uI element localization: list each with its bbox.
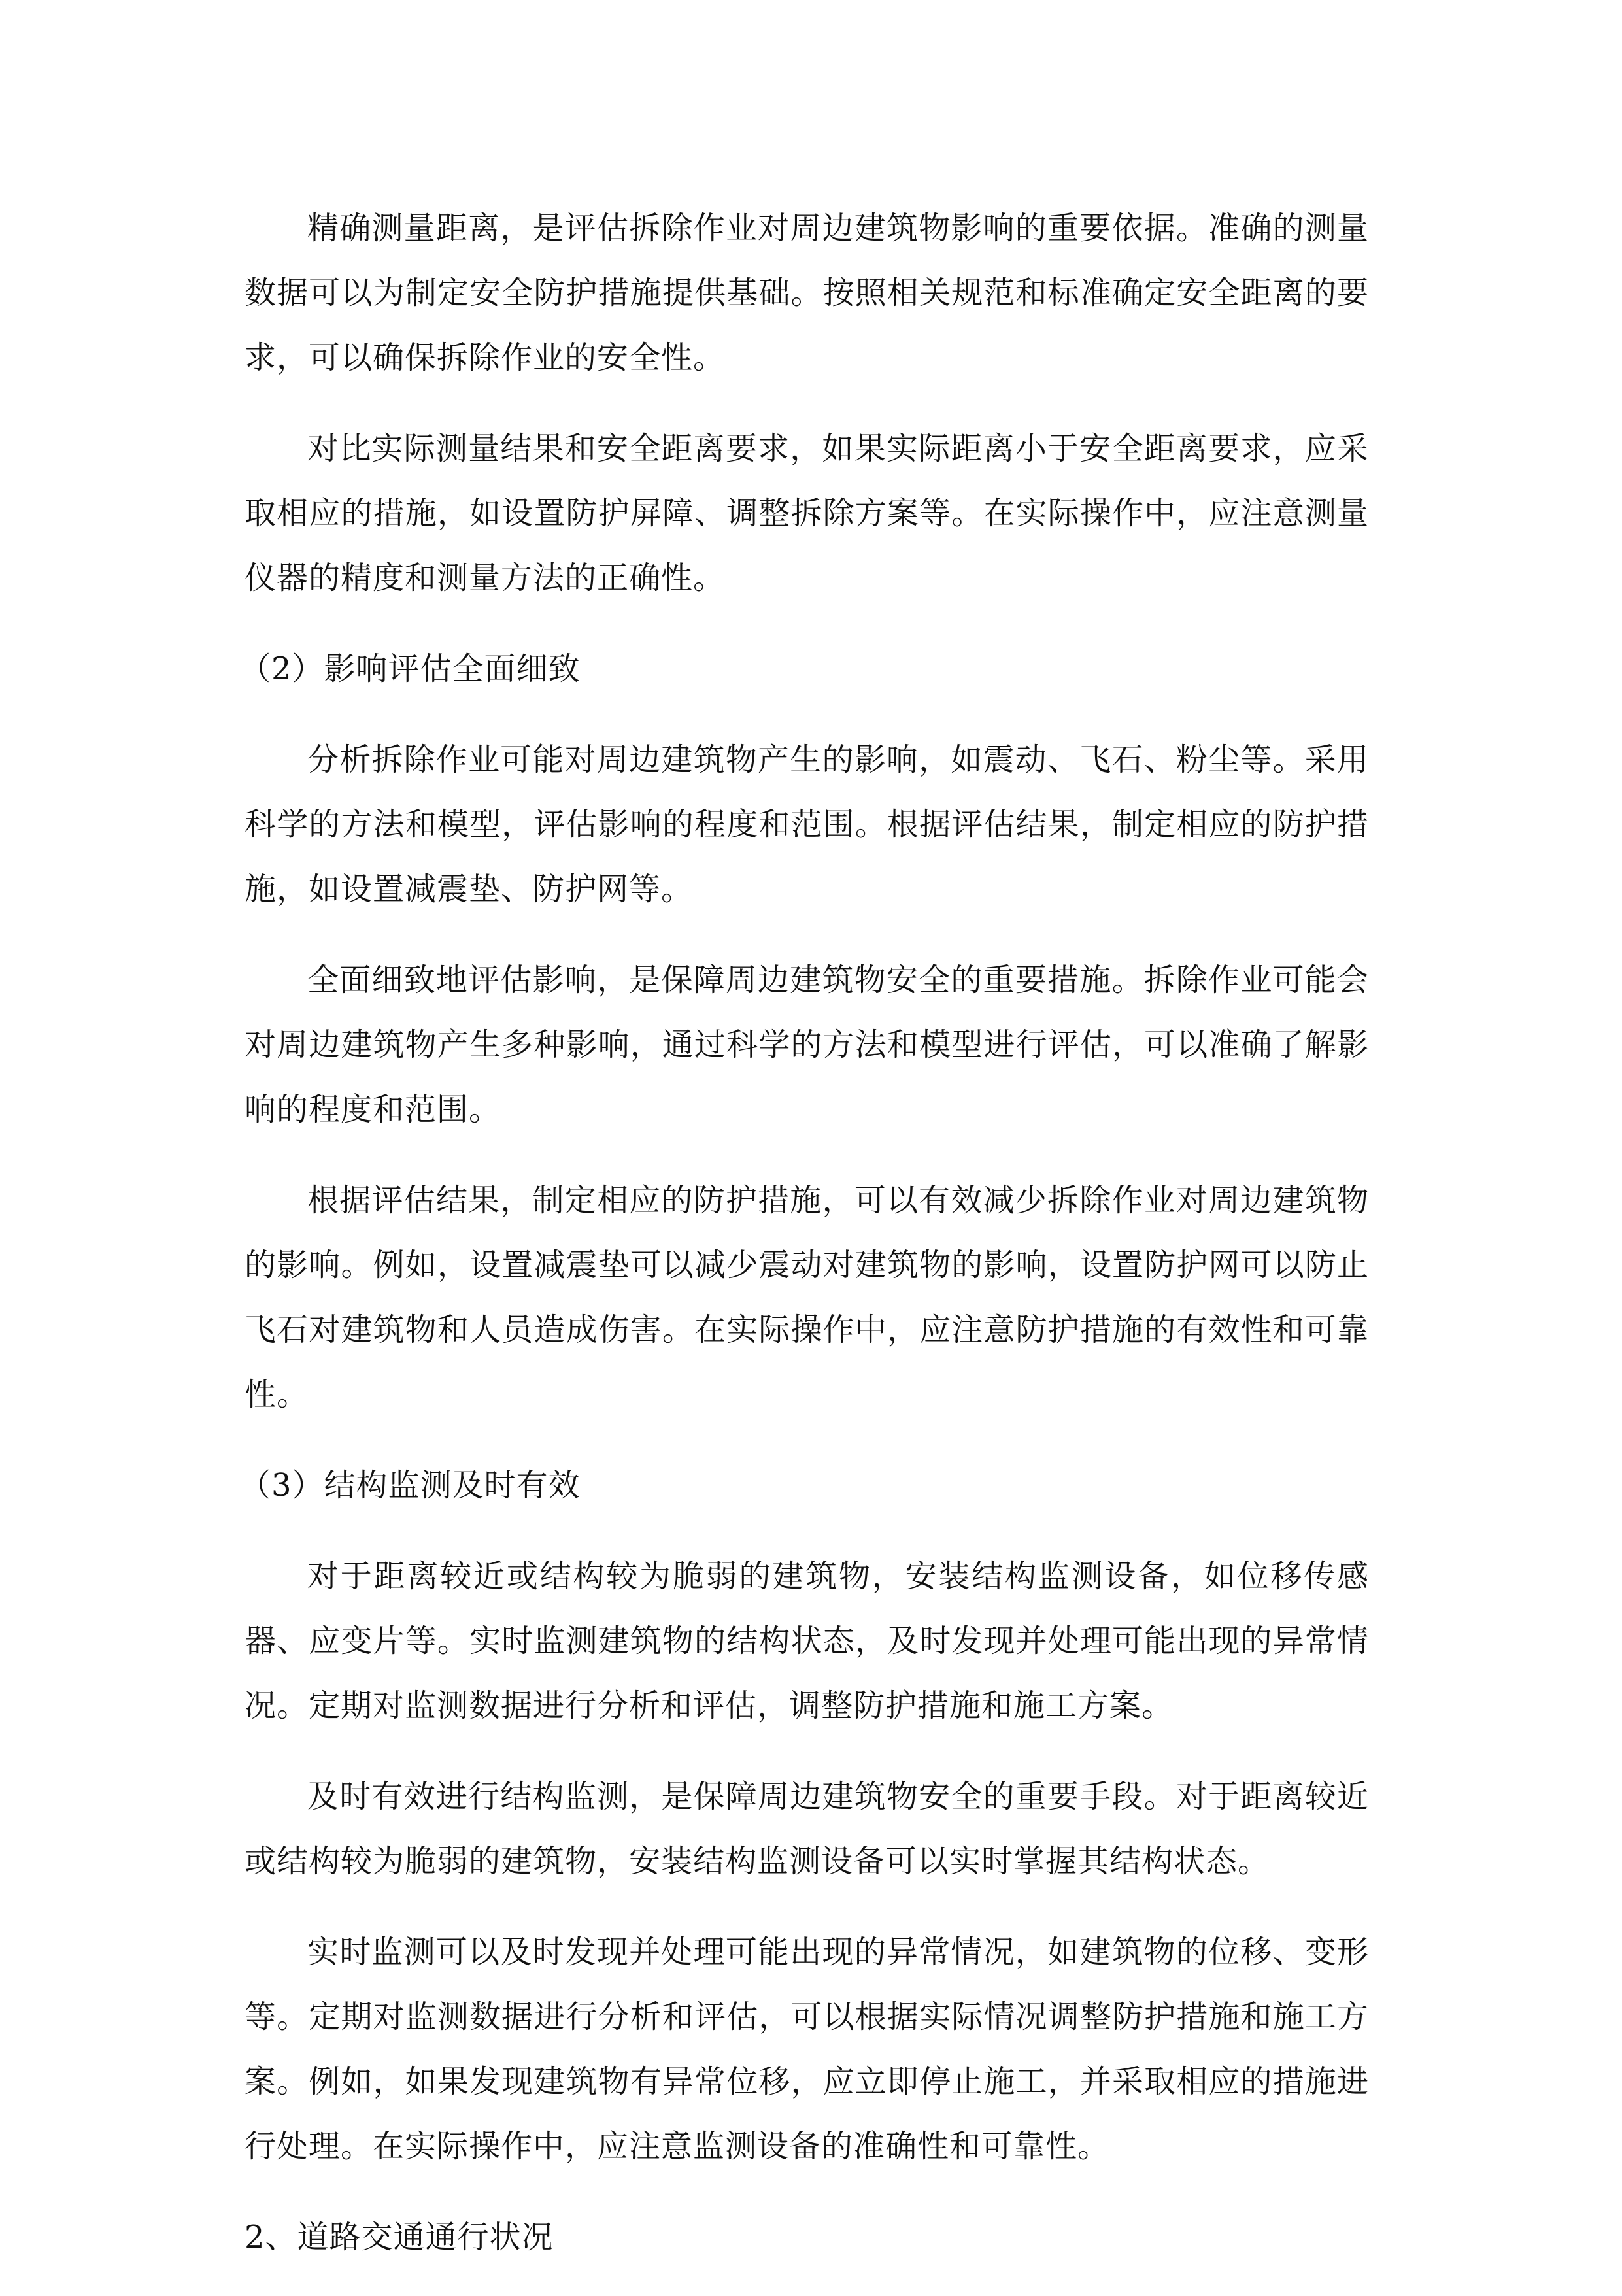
section-heading-impact-assessment: （2）影响评估全面细致: [239, 650, 581, 687]
section-heading-structural-monitoring: （3）结构监测及时有效: [239, 1467, 581, 1504]
paragraph-impact-analysis: 分析拆除作业可能对周边建筑物产生的影响，如震动、飞石、粉尘等。采用科学的方法和模型，评估影响的程度和范围。根据评估结果，制定相应的防护措施，如设置减震垫、防护网等。: [245, 741, 1369, 907]
paragraph-realtime-monitoring: 实时监测可以及时发现并处理可能出现的异常情况，如建筑物的位移、变形等。定期对监测数据进行分析和评估，可以根据实际情况调整防护措施和施工方案。例如，如果发现建筑物有异常位移，应立即停止施工，并采取相应的措施进行处理。在实际操作中，应注意监测设备的准确性和可靠性。: [245, 1934, 1369, 2165]
paragraph-distance-comparison: 对比实际测量结果和安全距离要求，如果实际距离小于安全距离要求，应采取相应的措施，如设置防护屏障、调整拆除方案等。在实际操作中，应注意测量仪器的精度和测量方法的正确性。: [245, 430, 1369, 596]
section-heading-road-traffic: 2、道路交通通行状况: [245, 2219, 554, 2255]
paragraph-monitoring-equipment: 对于距离较近或结构较为脆弱的建筑物，安装结构监测设备，如位移传感器、应变片等。实时监测建筑物的结构状态，及时发现并处理可能出现的异常情况。定期对监测数据进行分析和评估，调整防护措施和施工方案。: [245, 1558, 1369, 1724]
document-body: [239, 196, 1369, 2296]
paragraph-distance-measurement: 精确测量距离，是评估拆除作业对周边建筑物影响的重要依据。准确的测量数据可以为制定安全防护措施提供基础。按照相关规范和标准确定安全距离的要求，可以确保拆除作业的安全性。: [245, 210, 1369, 376]
paragraph-protection-measures: 根据评估结果，制定相应的防护措施，可以有效减少拆除作业对周边建筑物的影响。例如，设置减震垫可以减少震动对建筑物的影响，设置防护网可以防止飞石对建筑物和人员造成伤害。在实际操作中，应注意防护措施的有效性和可靠性。: [245, 1182, 1369, 1413]
paragraph-impact-importance: 全面细致地评估影响，是保障周边建筑物安全的重要措施。拆除作业可能会对周边建筑物产生多种影响，通过科学的方法和模型进行评估，可以准确了解影响的程度和范围。: [245, 962, 1369, 1128]
paragraph-monitoring-importance: 及时有效进行结构监测，是保障周边建筑物安全的重要手段。对于距离较近或结构较为脆弱的建筑物，安装结构监测设备可以实时掌握其结构状态。: [245, 1778, 1369, 1880]
